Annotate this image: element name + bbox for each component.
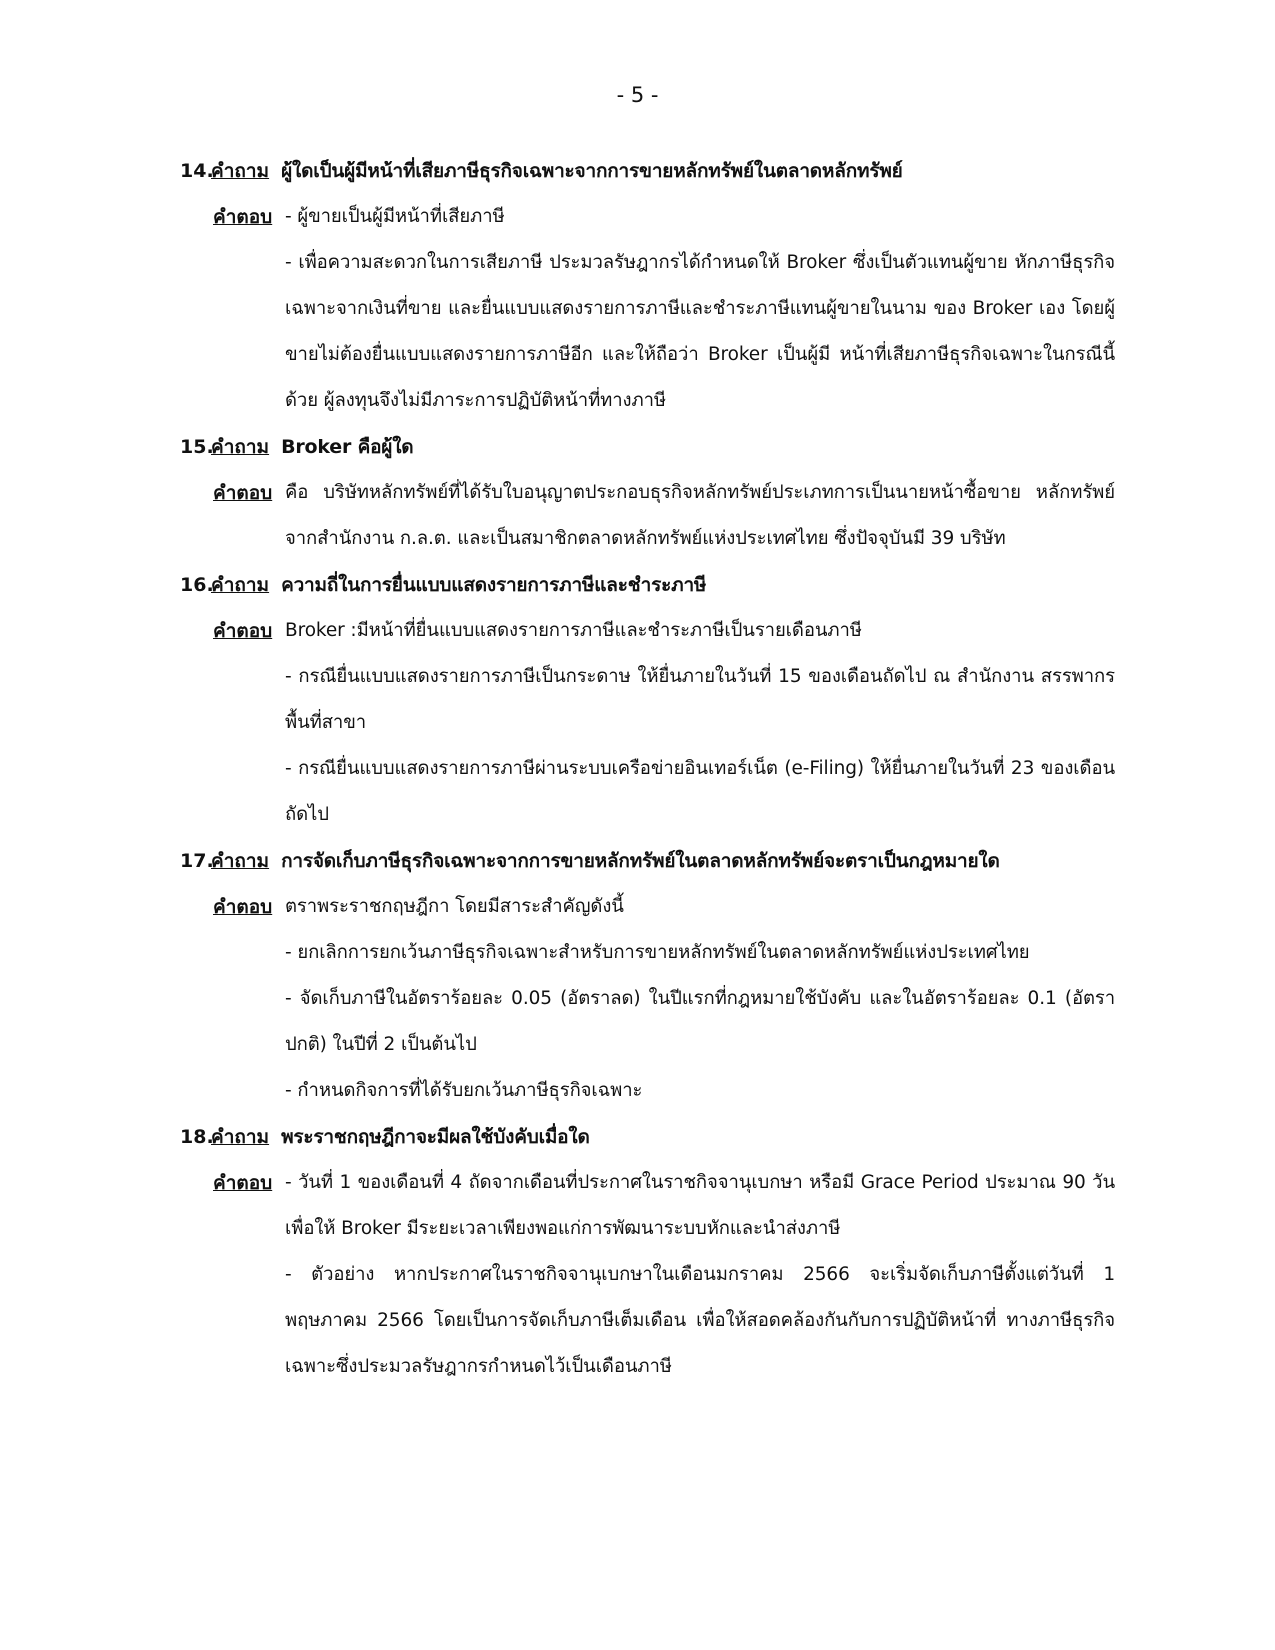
question-number: 17.	[180, 850, 214, 872]
question-row	[180, 562, 1115, 608]
question-label: คำถาม	[211, 436, 270, 458]
answer-block	[213, 470, 1115, 562]
question-label: คำถาม	[211, 1126, 270, 1148]
answer-block	[213, 884, 1115, 1114]
question-number: 14.	[180, 160, 214, 182]
answer-paragraph: - เพื่อความสะดวกในการเสียภาษี ประมวลรัษฎากรได้กำหนดให้ Broker ซึ่งเป็นตัวแทนผู้ขาย หักภาษีธุรกิจเฉพาะจากเงินที่ขาย และยื่นแบบแสดงรายการภาษีและชำระภาษีแทนผู้ขายในนาม ของ Broker เอง โดยผู้ขายไม่ต้องยื่นแบบแสดงรายการภาษีอีก และให้ถือว่า Broker เป็นผู้มี หน้าที่เสียภาษีธุรกิจเฉพาะในกรณีนี้ด้วย ผู้ลงทุนจึงไม่มีภาระการปฏิบัติหน้าที่ทางภาษี	[285, 252, 1115, 411]
question-text: การจัดเก็บภาษีธุรกิจเฉพาะจากการขายหลักทรัพย์ในตลาดหลักทรัพย์จะตราเป็นกฎหมายใด	[281, 850, 1000, 872]
question-row	[180, 148, 1115, 194]
question-number: 18.	[180, 1126, 214, 1148]
answer-block	[213, 194, 1115, 424]
question-number: 15.	[180, 436, 214, 458]
answer-paragraph: - วันที่ 1 ของเดือนที่ 4 ถัดจากเดือนที่ประกาศในราชกิจจานุเบกษา หรือมี Grace Period ประมาณ 90 วัน เพื่อให้ Broker มีระยะเวลาเพียงพอแก่การพัฒนาระบบหักและนำส่งภาษี	[285, 1172, 1115, 1239]
qa-item-17	[180, 838, 1115, 1114]
qa-item-16	[180, 562, 1115, 838]
answer-paragraph: ตราพระราชกฤษฎีกา โดยมีสาระสำคัญดังนี้	[285, 896, 624, 917]
answer-paragraph: - กรณียื่นแบบแสดงรายการภาษีเป็นกระดาษ ให้ยื่นภายในวันที่ 15 ของเดือนถัดไป ณ สำนักงาน สรรพากรพื้นที่สาขา	[285, 666, 1115, 733]
answer-label: คำตอบ	[213, 482, 273, 504]
question-text: ผู้ใดเป็นผู้มีหน้าที่เสียภาษีธุรกิจเฉพาะจากการขายหลักทรัพย์ในตลาดหลักทรัพย์	[281, 160, 903, 182]
answer-label: คำตอบ	[213, 206, 273, 228]
answer-paragraph: - ยกเลิกการยกเว้นภาษีธุรกิจเฉพาะสำหรับการขายหลักทรัพย์ในตลาดหลักทรัพย์แห่งประเทศไทย	[285, 942, 1030, 963]
answer-label: คำตอบ	[213, 1172, 273, 1194]
question-number: 16.	[180, 574, 214, 596]
question-text: Broker คือผู้ใด	[281, 436, 414, 458]
answer-body	[285, 194, 1115, 424]
qa-list	[180, 148, 1115, 1390]
answer-paragraph: คือ บริษัทหลักทรัพย์ที่ได้รับใบอนุญาตประกอบธุรกิจหลักทรัพย์ประเภทการเป็นนายหน้าซื้อขาย หลักทรัพย์จากสำนักงาน ก.ล.ต. และเป็นสมาชิกตลาดหลักทรัพย์แห่งประเทศไทย ซึ่งปัจจุบันมี 39 บริษัท	[285, 482, 1115, 549]
answer-paragraph: - ผู้ขายเป็นผู้มีหน้าที่เสียภาษี	[285, 206, 505, 227]
question-row	[180, 838, 1115, 884]
answer-block	[213, 608, 1115, 838]
qa-item-14	[180, 148, 1115, 424]
question-text: ความถี่ในการยื่นแบบแสดงรายการภาษีและชำระภาษี	[281, 574, 707, 596]
answer-label: คำตอบ	[213, 896, 273, 918]
answer-body	[285, 470, 1115, 562]
answer-block	[213, 1160, 1115, 1390]
answer-paragraph: Broker :มีหน้าที่ยื่นแบบแสดงรายการภาษีและชำระภาษีเป็นรายเดือนภาษี	[285, 620, 862, 641]
answer-body	[285, 1160, 1115, 1390]
answer-paragraph: - ตัวอย่าง หากประกาศในราชกิจจานุเบกษาในเดือนมกราคม 2566 จะเริ่มจัดเก็บภาษีตั้งแต่วันที่ 1 พฤษภาคม 2566 โดยเป็นการจัดเก็บภาษีเต็มเดือน เพื่อให้สอดคล้องกันกับการปฏิบัติหน้าที่ ทางภาษีธุรกิจเฉพาะซึ่งประมวลรัษฎากรกำหนดไว้เป็นเดือนภาษี	[285, 1264, 1115, 1377]
answer-body	[285, 884, 1115, 1114]
question-text: พระราชกฤษฎีกาจะมีผลใช้บังคับเมื่อใด	[281, 1126, 590, 1148]
answer-paragraph: - กำหนดกิจการที่ได้รับยกเว้นภาษีธุรกิจเฉพาะ	[285, 1080, 643, 1101]
answer-label: คำตอบ	[213, 620, 273, 642]
answer-paragraph: - กรณียื่นแบบแสดงรายการภาษีผ่านระบบเครือข่ายอินเทอร์เน็ต (e-Filing) ให้ยื่นภายในวันที่ 23 ของเดือนถัดไป	[285, 758, 1115, 825]
question-row	[180, 1114, 1115, 1160]
page-number: - 5 -	[616, 83, 659, 107]
qa-item-15	[180, 424, 1115, 562]
qa-item-18	[180, 1114, 1115, 1390]
question-label: คำถาม	[211, 850, 270, 872]
answer-body	[285, 608, 1115, 838]
question-label: คำถาม	[211, 574, 270, 596]
question-label: คำถาม	[211, 160, 270, 182]
question-row	[180, 424, 1115, 470]
answer-paragraph: - จัดเก็บภาษีในอัตราร้อยละ 0.05 (อัตราลด) ในปีแรกที่กฎหมายใช้บังคับ และในอัตราร้อยละ 0.1 (อัตราปกติ) ในปีที่ 2 เป็นต้นไป	[285, 988, 1115, 1055]
